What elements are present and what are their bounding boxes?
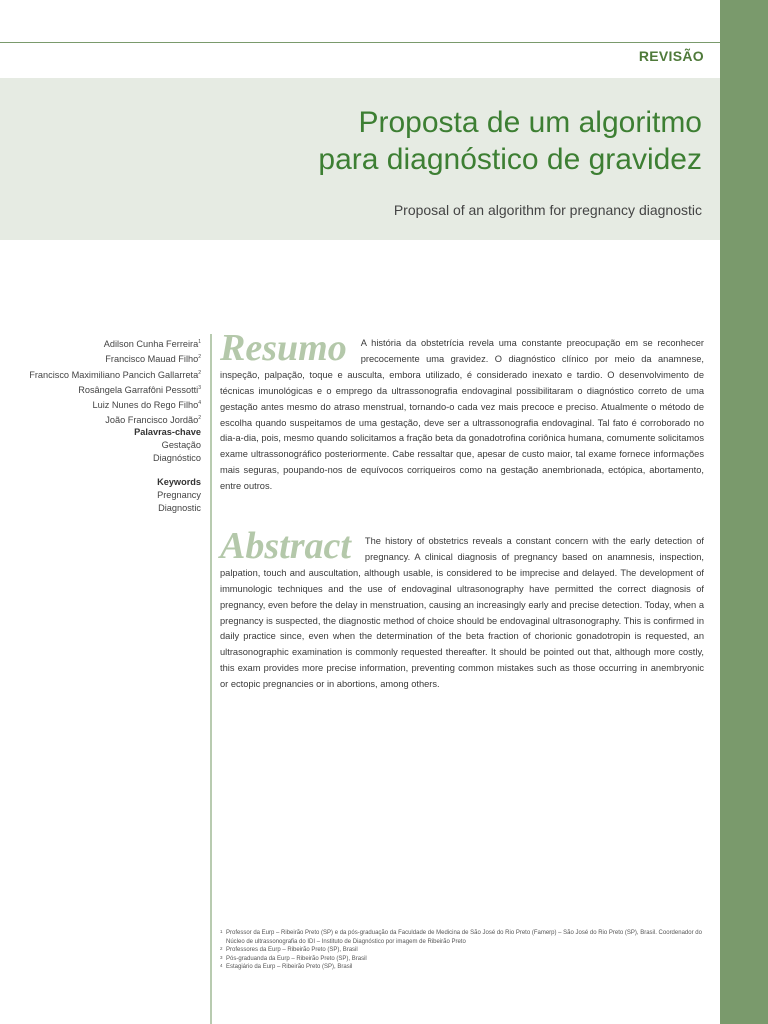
abstract-section: [220, 525, 704, 693]
footnotes: [220, 929, 706, 972]
author: Francisco Mauad Filho$^2$: [105, 354, 201, 365]
keywords-heading: Keywords: [157, 477, 201, 487]
palavra-chave-item: Diagnóstico: [152, 453, 201, 463]
resumo-heading: Resumo: [220, 327, 347, 369]
keyword-item: Pregnancy: [157, 490, 201, 500]
resumo-section: [220, 327, 704, 495]
abstract-heading: Abstract: [220, 525, 351, 567]
author: Luiz Nunes do Rego Filho$^4$: [92, 400, 201, 411]
author-list: [1, 336, 201, 428]
article-title-line-2: para diagnóstico de gravidez: [318, 143, 702, 176]
palavras-chave-heading: Palavras-chave: [134, 427, 201, 437]
author: Rosângela Garrafôni Pessotti$^3$: [78, 384, 201, 395]
article-subtitle: Proposal of an algorithm for pregnancy diagnostic: [393, 202, 702, 218]
palavra-chave-item: Gestação: [161, 440, 201, 450]
author: João Francisco Jordão$^2$: [105, 415, 201, 426]
keyword-item: Diagnostic: [158, 503, 201, 513]
keywords-block: [157, 476, 201, 515]
author: Francisco Maximiliano Pancich Gallarreta$^2$: [29, 369, 201, 380]
footnote: 4 Estagiário da Eurp – Ribeirão Preto (SP), Brasil: [220, 963, 353, 971]
side-color-band: [720, 0, 768, 1024]
top-divider: [0, 42, 720, 43]
abstract-text: The history of obstetrics reveals a constant concern with the early detection of pregnancy. A clinical diagnosis of pregnancy based on anamnesis, inspection, palpation, touch and auscultation, although usable, is considered to be imprecise and delayed. The development of immunologic techniques and the use of endovaginal ultrasonography have permitted the correct diagnosis of pregnancy, even before the delay in menstruation, causing an increasingly early and precise detection. Today, when a pregnancy is suspected, the diagnostic method of choice should be endovaginal ultrasonography. This is confirmed in daily practice since, even when the determination of the beta fraction of chorionic gonadotropin is requested, an ultrasonographic examination is commonly requested thereafter. It should be pointed out that, although more costly, this exam provides more precise information, preventing common mistakes such as those occurring in anembryonic or ectopic pregnancies or in abortions, among others.: [220, 536, 704, 690]
footnote: 2 Professores da Eurp – Ribeirão Preto (SP), Brasil: [220, 946, 358, 954]
author: Adilson Cunha Ferreira$^1$: [103, 339, 201, 350]
section-label: REVISÃO: [638, 48, 704, 64]
column-divider: [210, 334, 212, 1024]
resumo-text: A história da obstetrícia revela uma constante preocupação em se reconhecer precocemente uma gravidez. O diagnóstico clínico por meio da anamnese, inspeção, palpação, toque e ausculta, embora utilizado, é considerado inexato e tardio. O desenvolvimento de técnicas imunológicas e o emprego da ultrassonografia endovaginal possibilitaram o diagnóstico correto de uma gestação antes mesmo do atraso menstrual, tornando-o cada vez mais precoce e preciso. Atualmente o método de escolha quando suspeitamos de uma gestação, deve ser a ultrassonografia endovaginal. Tal fato é corroborado no dia-a-dia, pois, mesmo quando solicitamos a fração beta da gonadotrofina coriônica humana, comumente solicitamos exame ultrassonográfico posteriormente. Cabe ressaltar que, apesar de custo maior, tal exame fornece informações mais seguras, poupando-nos de equívocos corriqueiros como na gestação anembrionada, ectópica, abortamento, entre outros.: [220, 338, 704, 492]
article-title: [318, 104, 702, 178]
palavras-chave-block: [134, 426, 201, 465]
article-title-line-1: Proposta de um algoritmo: [358, 106, 702, 139]
footnote: 1 Professor da Eurp – Ribeirão Preto (SP) e da pós-graduação da Faculdade de Medicina de São José do Rio Preto (Famerp) – São José do Rio Preto (SP), Brasil. Coordenador do Núcleo de ultrassonografia do IDI – Instituto de Diagnóstico por imagem de Ribeirão Preto: [220, 929, 702, 945]
footnote: 3 Pós-graduanda da Eurp – Ribeirão Preto (SP), Brasil: [220, 954, 367, 962]
